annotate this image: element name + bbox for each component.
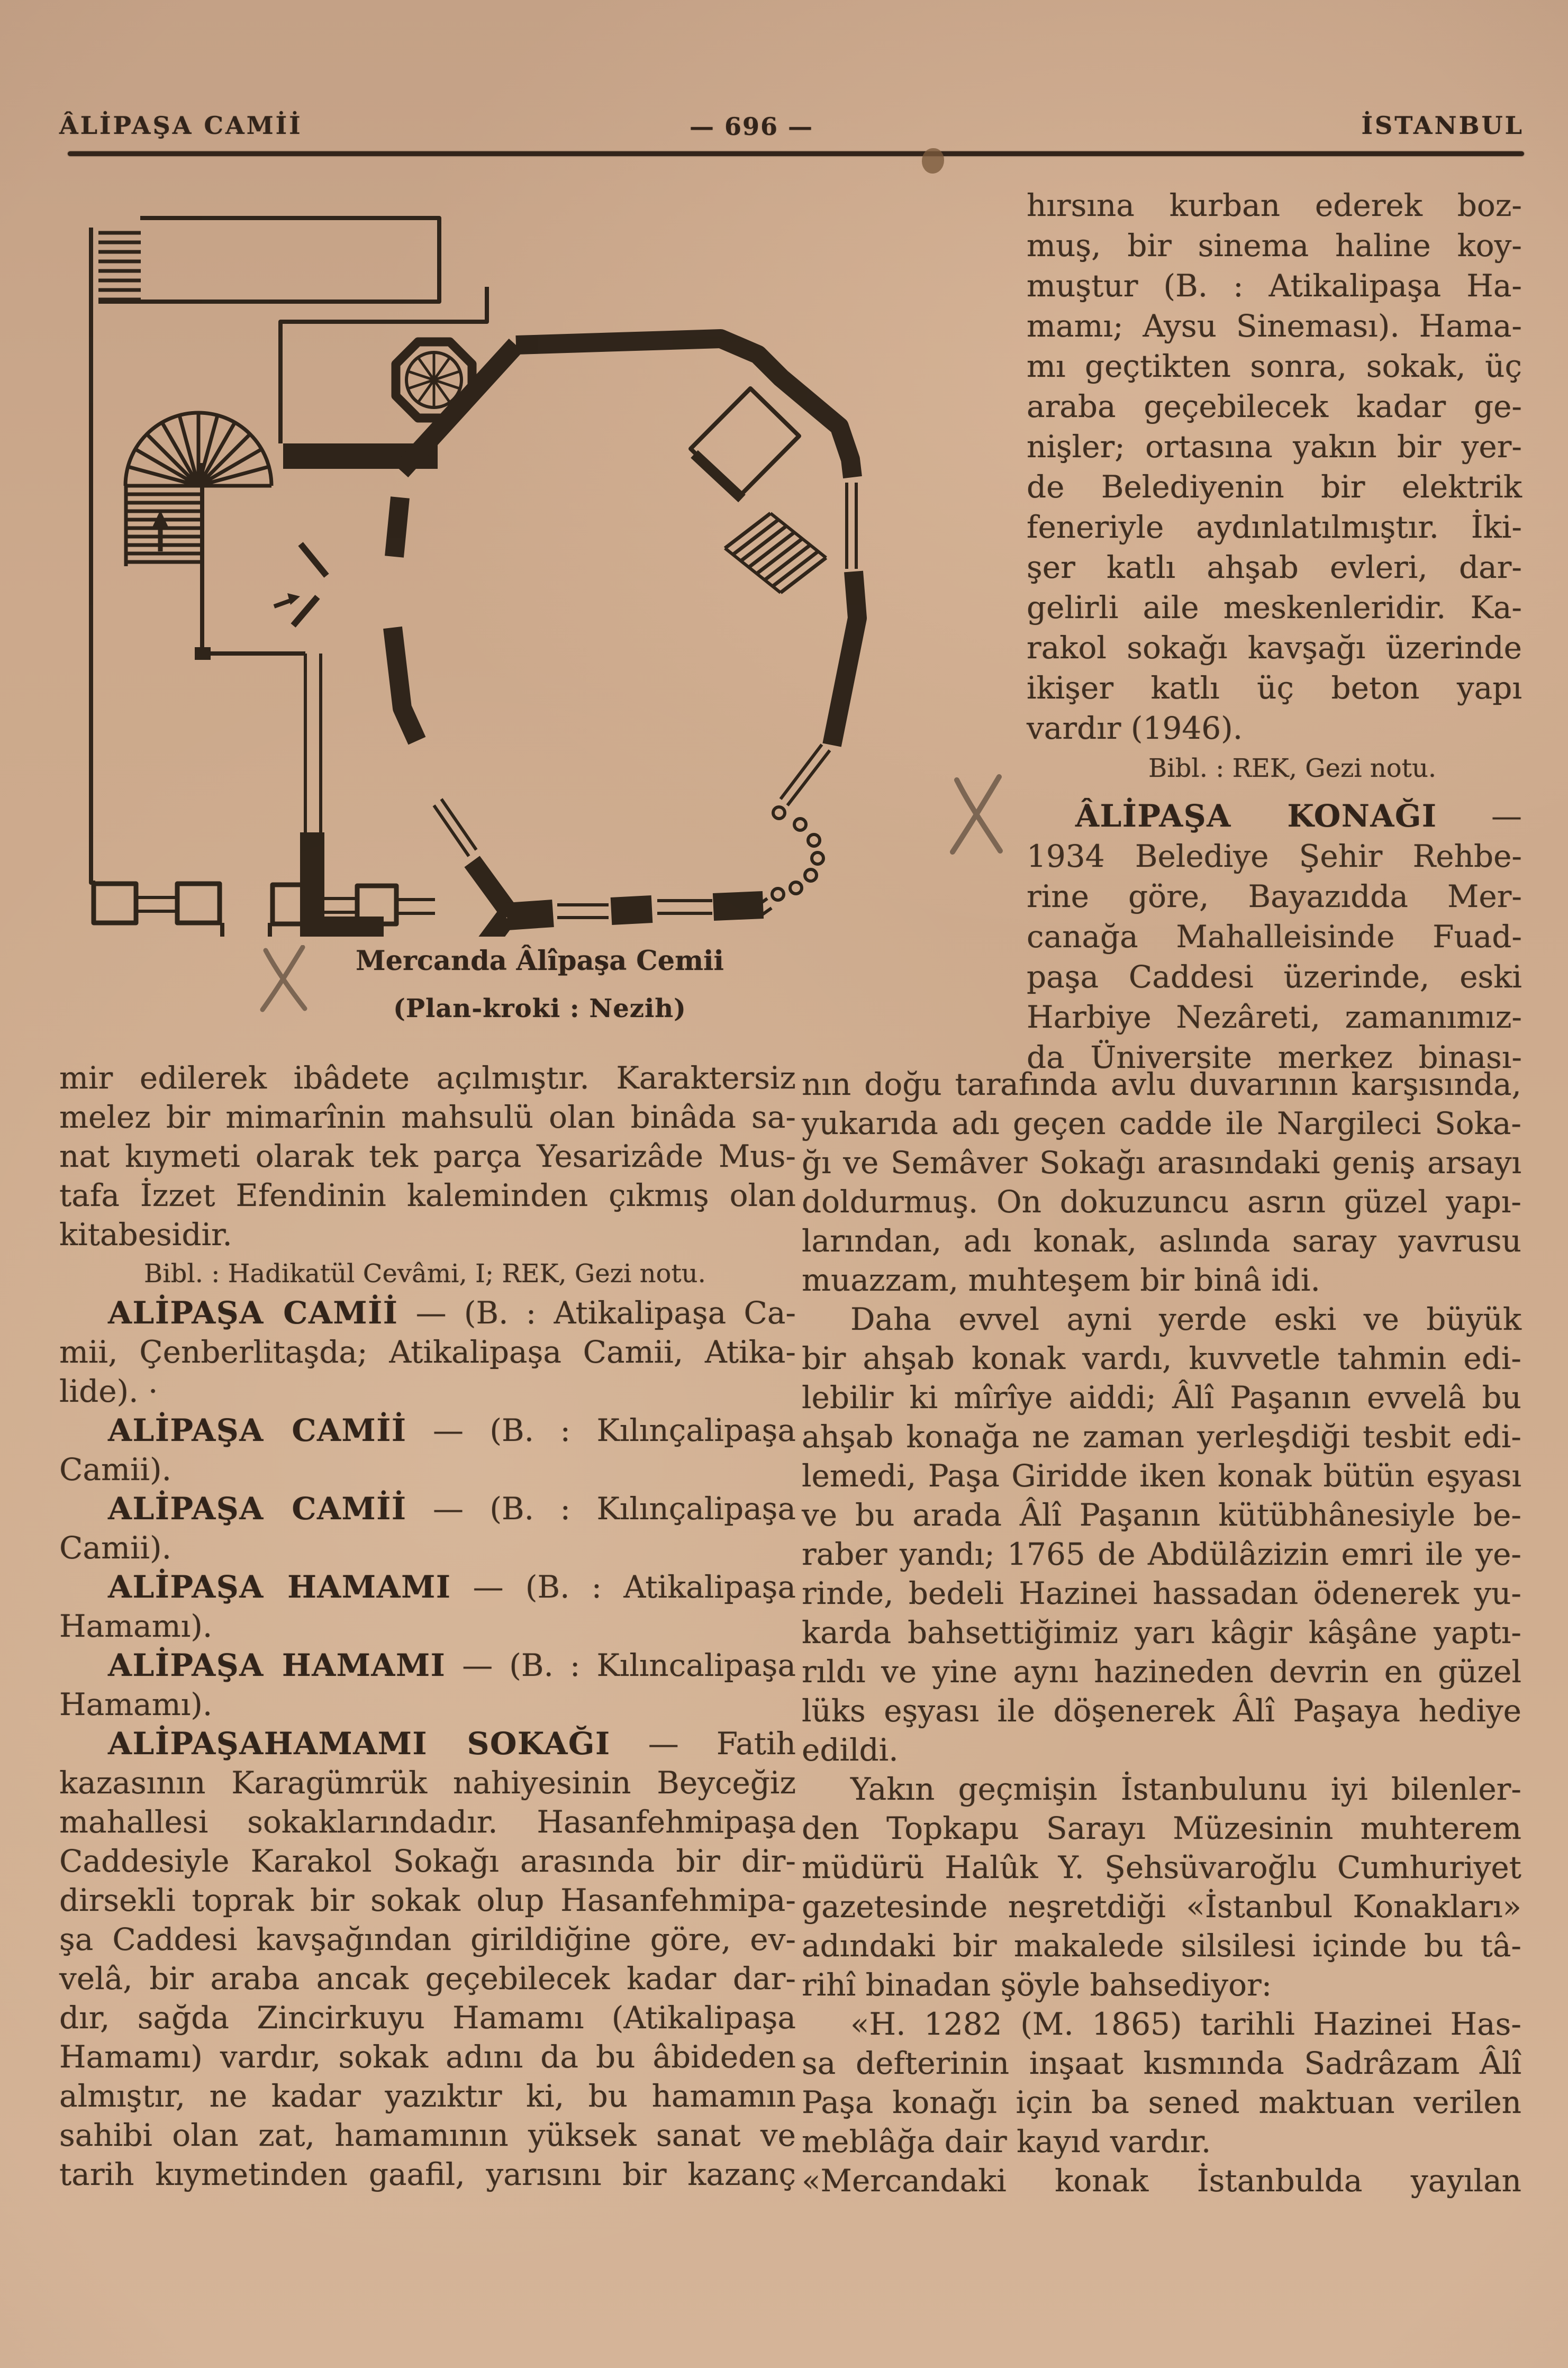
text-line: Hamamı) vardır, sokak adını da bu âbideden <box>59 2039 796 2075</box>
text-line: rakol sokağı kavşağı üzerinde <box>1027 630 1522 666</box>
text-line: nişler; ortasına yakın bir yer- <box>1027 429 1522 465</box>
diagonal-stair-treads <box>725 513 826 593</box>
text-line: 1934 Belediye Şehir Rehbe- <box>1027 838 1522 874</box>
text-line: karda bahsettiğimiz yarı kâgir kâşâne yaptı- <box>802 1614 1521 1650</box>
text-line: lebilir ki mîrîye aiddi; Âlî Paşanın evvelâ bu <box>802 1380 1521 1416</box>
entry-heading-line: ALİPAŞAHAMAMI SOKAĞI — Fatih <box>108 1726 796 1762</box>
text-line: sa defterinin inşaat kısmında Sadrâzam Âlî <box>802 2045 1521 2081</box>
text-line: dır, sağda Zincirkuyu Hamamı (Atikalipaşa <box>59 2000 796 2036</box>
entry-title: ALİPAŞA CAMİİ <box>108 1412 407 1448</box>
text-line: ahşab konağa ne zaman yerleşdiği tesbit edi- <box>802 1419 1521 1455</box>
text-line: «Mercandaki konak İstanbulda yayılan <box>802 2163 1521 2199</box>
text-line: feneriyle aydınlatılmıştır. İki- <box>1027 509 1522 545</box>
text-line: yukarıda adı geçen cadde ile Nargileci Soka- <box>802 1105 1521 1141</box>
text-line: paşa Caddesi üzerinde, eski <box>1027 959 1522 995</box>
text-line: sahibi olan zat, hamamının yüksek sanat ve <box>59 2117 796 2153</box>
text-line: Paşa konağı için ba sened maktuan verilen <box>802 2084 1521 2120</box>
entry-title: ÂLİPAŞA KONAĞI <box>1075 798 1437 834</box>
text-line: mı geçtikten sonra, sokak, üç <box>1027 348 1522 384</box>
text-line: rıldı ve yine aynı hazineden devrin en güzel <box>802 1654 1521 1690</box>
door-leaves <box>293 544 327 625</box>
handwritten-x-mark <box>947 774 1008 856</box>
text-line: rine göre, Bayazıdda Mer- <box>1027 878 1522 914</box>
text-line: kitabesidir. <box>59 1217 232 1253</box>
ink-blot <box>922 148 944 174</box>
text-line: ğı ve Semâver Sokağı arasındaki geniş arsayı <box>802 1145 1521 1181</box>
text-line: Hamamı). <box>59 1686 213 1722</box>
text-line: tafa İzzet Efendinin kaleminden çıkmış olan <box>59 1177 796 1213</box>
text-line: Bibl. : Hadikatül Cevâmi, I; REK, Gezi notu. <box>144 1259 706 1289</box>
text-line: gazetesinde neşretdiği «İstanbul Konakları» <box>802 1889 1521 1925</box>
text-line: canağa Mahalleisinde Fuad- <box>1027 919 1522 955</box>
entry-title: ALİPAŞAHAMAMI SOKAĞI <box>108 1726 611 1762</box>
text-line: larından, adı konak, aslında saray yavrusu <box>802 1223 1521 1259</box>
text-line: Caddesiyle Karakol Sokağı arasında bir dir- <box>59 1843 796 1879</box>
porch-walls <box>195 647 506 937</box>
text-line: mii, Çenberlitaşda; Atikalipaşa Camii, Atika- <box>59 1334 796 1370</box>
text-line: şa Caddesi kavşağından girildiğine göre, ev- <box>59 1921 796 1957</box>
text-line: meblâğa dair kayıd vardır. <box>802 2124 1211 2160</box>
text-line: Camii). <box>59 1530 172 1566</box>
text-line: doldurmuş. On dokuzuncu asrın güzel yapı- <box>802 1184 1521 1220</box>
text-line: kazasının Karagümrük nahiyesinin Beyceğiz <box>59 1765 796 1801</box>
text-line: Daha evvel ayni yerde eski ve büyük <box>850 1301 1521 1337</box>
text-line: nat kıymeti olarak tek parça Yesarizâde Mus- <box>59 1138 796 1174</box>
entry-heading-line: ALİPAŞA HAMAMI — (B. : Kılıncalipaşa <box>108 1647 796 1683</box>
text-line: vardır (1946). <box>1027 710 1243 746</box>
text-line: rihî binadan şöyle bahsediyor: <box>802 1967 1272 2003</box>
text-line: dirsekli toprak bir sokak olup Hasanfehmipa- <box>59 1882 796 1918</box>
text-line: raber yandı; 1765 de Abdülâzizin emri ile ye- <box>802 1536 1521 1572</box>
text-line: «H. 1282 (M. 1865) tarihli Hazinei Has- <box>850 2006 1521 2042</box>
entry-title: ALİPAŞA CAMİİ <box>108 1491 407 1527</box>
text-line: muş, bir sinema haline koy- <box>1027 228 1522 264</box>
text-line: hırsına kurban ederek boz- <box>1027 187 1522 223</box>
entry-heading-line: ALİPAŞA HAMAMI — (B. : Atikalipaşa <box>108 1569 796 1605</box>
right-text-column-wide <box>802 1065 1521 2200</box>
fan-staircase <box>125 413 271 566</box>
text-line: ikişer katlı üç beton yapı <box>1027 670 1522 706</box>
text-line: bir ahşab konak vardı, kuvvetle tahmin edi- <box>802 1340 1521 1376</box>
text-line: gelirli aile meskenleridir. Ka- <box>1027 589 1522 625</box>
text-line: mahallesi sokaklarındadır. Hasanfehmipaşa <box>59 1804 796 1840</box>
text-line: muazzam, muhteşem bir binâ idi. <box>802 1262 1320 1298</box>
text-line: rinde, bedeli Hazinei hassadan ödenerek yu- <box>802 1575 1521 1611</box>
hall-bottom-wall <box>507 905 763 917</box>
page-number: — 696 — <box>689 112 814 141</box>
floor-plan-figure <box>64 175 995 937</box>
text-line: lemedi, Paşa Giridde iken konak bütün eşyası <box>802 1458 1521 1494</box>
text-line: lüks eşyası ile döşenerek Âlî Paşaya hediye <box>802 1693 1521 1729</box>
running-head-entry: ÂLİPAŞA CAMİİ <box>59 111 303 140</box>
minbar <box>691 388 799 498</box>
text-line: nın doğu tarafında avlu duvarının karşısında, <box>802 1066 1521 1102</box>
text-line: ve bu arada Âlî Paşanın kütübhânesiyle be- <box>802 1497 1521 1533</box>
text-line: tarih kıymetinden gaafil, yarısını bir kazanç <box>59 2156 796 2192</box>
entry-heading-line: ALİPAŞA CAMİİ — (B. : Atikalipaşa Ca- <box>108 1295 796 1331</box>
text-line: da Üniversite merkez binası- <box>1027 1039 1522 1075</box>
text-line: müdürü Halûk Y. Şehsüvaroğlu Cumhuriyet <box>802 1849 1521 1885</box>
text-line: Bibl. : REK, Gezi notu. <box>1148 754 1437 783</box>
entry-heading-line: ALİPAŞA CAMİİ — (B. : Kılınçalipaşa <box>108 1412 796 1448</box>
entrance-colonnade <box>94 884 435 937</box>
text-line: Yakın geçmişin İstanbulunu iyi bilenler- <box>850 1771 1521 1807</box>
text-line: araba geçebilecek kadar ge- <box>1027 388 1522 424</box>
entry-heading-line: ÂLİPAŞA KONAĞI — <box>1075 798 1522 834</box>
header-divider-rule <box>68 151 1524 156</box>
entry-title: ALİPAŞA HAMAMI <box>108 1647 446 1683</box>
text-line: adındaki bir makalede silsilesi içinde bu tâ- <box>802 1928 1521 1964</box>
text-line: Harbiye Nezâreti, zamanımız- <box>1027 999 1522 1035</box>
entry-title: ALİPAŞA HAMAMI <box>108 1569 451 1605</box>
text-line: şer katlı ahşab evleri, dar- <box>1027 549 1522 585</box>
text-line: muştur (B. : Atikalipaşa Ha- <box>1027 268 1522 304</box>
text-line: edildi. <box>802 1732 899 1768</box>
text-line: Camii). <box>59 1451 172 1487</box>
text-line: mir edilerek ibâdete açılmıştır. Karaktersiz <box>59 1060 796 1096</box>
running-head-title: İSTANBUL <box>1361 111 1524 140</box>
text-line: almıştır, ne kadar yazıktır ki, bu hamamın <box>59 2078 796 2114</box>
left-text-column <box>59 1058 796 2194</box>
text-line: velâ, bir araba ancak geçebilecek kadar dar- <box>59 1961 796 1997</box>
text-line: mamı; Aysu Sineması). Hama- <box>1027 308 1522 344</box>
entry-title: ALİPAŞA CAMİİ <box>108 1295 398 1331</box>
figure-caption-credit: (Plan-kroki : Nezih) <box>393 994 686 1023</box>
apse-beads <box>772 807 823 900</box>
figure-caption-title: Mercanda Âlîpaşa Cemii <box>356 945 724 977</box>
text-line: de Belediyenin bir elektrik <box>1027 469 1522 505</box>
text-line: melez bir mimarînin mahsulü olan binâda sa- <box>59 1099 796 1135</box>
stairs-hatching <box>98 233 141 300</box>
entry-heading-line: ALİPAŞA CAMİİ — (B. : Kılınçalipaşa <box>108 1491 796 1527</box>
right-text-column-narrow <box>1027 185 1522 1077</box>
text-line: Hamamı). <box>59 1608 213 1644</box>
courtyard-outline <box>91 218 487 883</box>
text-line: den Topkapu Sarayı Müzesinin muhterem <box>802 1810 1521 1846</box>
text-line: lide). · <box>59 1373 158 1409</box>
